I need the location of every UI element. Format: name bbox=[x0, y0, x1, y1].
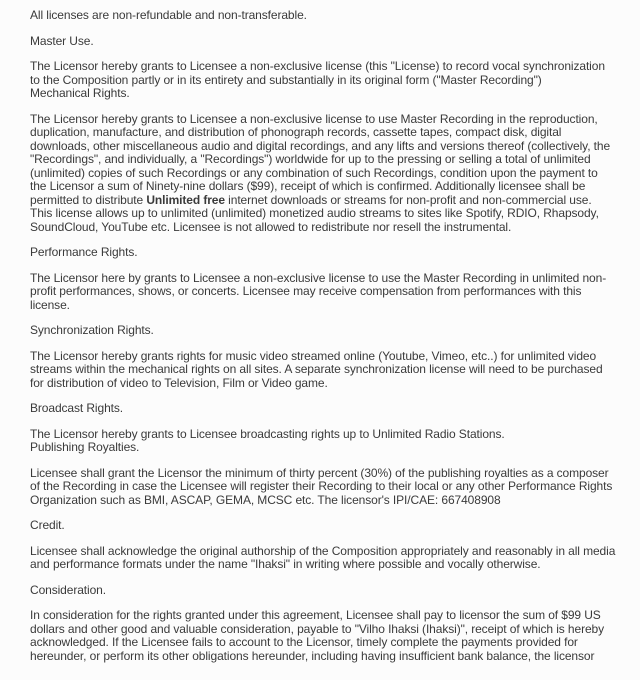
heading-broadcast-rights: Broadcast Rights. bbox=[30, 401, 124, 415]
heading-credit: Credit. bbox=[30, 518, 65, 532]
paragraph-broadcast-rights-text: The Licensor hereby grants to Licensee broadcasting rights up to Unlimited Radio Stations. bbox=[30, 426, 505, 441]
paragraph-non-refundable: All licenses are non-refundable and non-transferable. bbox=[30, 8, 307, 22]
paragraph-broadcast-rights bbox=[30, 428, 616, 455]
paragraph-publishing-royalties: Licensee shall grant the Licensor the minimum of thirty percent (30%) of the publishing royalties as a composer of the Recording in case the Licensee will register their Recording to their local or any other Performance Rights Organization such as BMI, ASCAP, GEMA, MCSC etc. The licensor's IPI/CAE: 667408908 bbox=[30, 465, 613, 507]
paragraph-master-use bbox=[30, 60, 616, 101]
heading-master-use: Master Use. bbox=[30, 33, 94, 48]
paragraph-mechanical-rights-text-after: internet downloads or streams for non-profit and non-commercial use. This license allows up to unlimited (unlimited) monetized audio streams to sites like Spotify, RDIO, Rhapsody, SoundCloud, YouTube etc. Licensee is not allowed to redistribute nor resell the instrumental. bbox=[30, 192, 599, 234]
heading-synchronization-rights: Synchronization Rights. bbox=[30, 323, 154, 337]
paragraph-mechanical-rights-text-before: The Licensor hereby grants to Licensee a non-exclusive license to use Master Recording in the reproduction, duplication, manufacture, and distribution of phonograph records, cassette tapes, compact disk, digital downloads, other miscellaneous audio and digital recordings, and any lifts and versions thereof (collectively, the "Recordings", and individually, a "Recordings") worldwide for up to the pressing or selling a total of unlimited (unlimited) copies of such Recordings or any combination of such Recordings, condition upon the payment to the Licensor a sum of Ninety-nine dollars ($99), receipt of which is confirmed. Additionally licensee shall be permitted to distribute bbox=[30, 111, 611, 207]
heading-publishing-royalties: Publishing Royalties. bbox=[30, 440, 140, 454]
paragraph-synchronization-rights: The Licensor hereby grants rights for music video streamed online (Youtube, Vimeo, etc..) for unlimited video streams within the mechanical rights on all sites. A separate synchronization license will need to be purchased for distribution of video to Television, Film or Video game. bbox=[30, 348, 603, 390]
heading-mechanical-rights: Mechanical Rights. bbox=[30, 86, 130, 100]
paragraph-credit: Licensee shall acknowledge the original authorship of the Composition appropriately and reasonably in all media and performance formats under the name "Ihaksi" in writing where possible and vocally otherwise. bbox=[30, 543, 616, 571]
heading-consideration: Consideration. bbox=[30, 582, 106, 597]
paragraph-performance-rights: The Licensor here by grants to Licensee a non-exclusive license to use the Master Recording in unlimited non-profit performances, shows, or concerts. Licensee may receive compensation from performances with this license. bbox=[30, 270, 607, 312]
paragraph-mechanical-rights bbox=[30, 113, 616, 235]
paragraph-master-use-text: The Licensor hereby grants to Licensee a non-exclusive license (this "License) to record vocal synchronization to the Composition partly or in its entirety and substantially in its original form ("Master Recording") bbox=[30, 59, 605, 87]
unlimited-free-bold-text: Unlimited free bbox=[146, 192, 225, 207]
heading-performance-rights: Performance Rights. bbox=[30, 245, 138, 259]
paragraph-consideration: In consideration for the rights granted under this agreement, Licensee shall pay to licensor the sum of $99 US dollars and other good and valuable consideration, payable to "Vilho Ihaksi (Ihaksi)", receipt of which is hereby acknowledged. If the Licensee fails to account to the Licensor, timely complete the payments provided for hereunder, or perform its other obligations hereunder, including having insufficient bank balance, the licensor bbox=[30, 608, 605, 663]
